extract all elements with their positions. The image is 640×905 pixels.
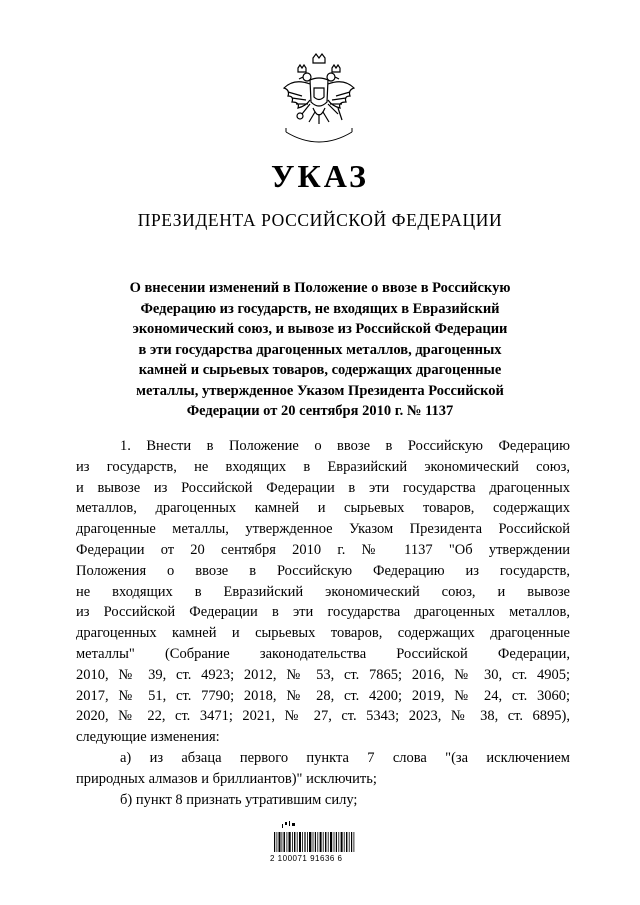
coat-of-arms-emblem bbox=[280, 52, 358, 148]
body-line: драгоценные металлы, утвержденное Указом Президента Российской bbox=[76, 521, 570, 538]
russian-coat-of-arms-icon bbox=[280, 52, 358, 148]
barcode-icon bbox=[268, 818, 368, 854]
heading-line: О внесении изменений в Положение о ввозе в Российскую bbox=[129, 280, 511, 296]
body-line: драгоценных камней и сырьевых товаров, содержащих драгоценные bbox=[76, 625, 570, 642]
heading-line: Федерацию из государств, не входящих в Евразийский bbox=[140, 300, 500, 317]
body-line: 2020, № 22, ст. 3471; 2021, № 27, ст. 5343; 2023, № 38, ст. 6895), bbox=[76, 708, 570, 725]
decree-body bbox=[76, 436, 570, 810]
heading-line: экономический союз, и вывозе из Российской Федерации bbox=[132, 321, 508, 337]
heading-line: камней и сырьевых товаров, содержащих драгоценные bbox=[138, 362, 502, 378]
body-line: природных алмазов и бриллиантов)" исключить; bbox=[76, 770, 377, 787]
body-line: Федерации от 20 сентября 2010 г. № 1137 "Об утверждении bbox=[76, 541, 570, 558]
heading-line: металлы, утвержденное Указом Президента Российской bbox=[136, 382, 504, 399]
body-line: и вывозе из Российской Федерации в эти государства драгоценных bbox=[76, 479, 570, 496]
body-line: а) из абзаца первого пункта 7 слова "(за исключением bbox=[120, 749, 570, 766]
body-line: металлы" (Собрание законодательства Российской Федерации, bbox=[76, 645, 570, 662]
paragraph-b bbox=[76, 790, 570, 811]
body-line: из Российской Федерации в эти государства драгоценных металлов, bbox=[76, 604, 570, 621]
decree-heading bbox=[100, 278, 540, 422]
heading-line: Федерации от 20 сентября 2010 г. № 1137 bbox=[186, 403, 454, 419]
body-line: из государств, не входящих в Евразийский экономический союз, bbox=[76, 458, 570, 475]
body-line: 2010, № 39, ст. 4923; 2012, № 53, ст. 7865; 2016, № 30, ст. 4905; bbox=[76, 666, 570, 683]
heading-line: в эти государства драгоценных металлов, драгоценных bbox=[138, 341, 502, 358]
barcode-number: 2 100071 91636 6 bbox=[270, 854, 343, 863]
body-line: 1. Внести в Положение о ввозе в Российскую Федерацию bbox=[120, 438, 570, 454]
body-line: 2017, № 51, ст. 7790; 2018, № 28, ст. 4200; 2019, № 24, ст. 3060; bbox=[76, 687, 570, 704]
paragraph-1 bbox=[76, 436, 570, 748]
decree-title: УКАЗ bbox=[271, 158, 369, 194]
paragraph-a bbox=[76, 748, 570, 790]
body-line: не входящих в Евразийский экономический союз, и вывозе bbox=[76, 583, 570, 600]
decree-subtitle: ПРЕЗИДЕНТА РОССИЙСКОЙ ФЕДЕРАЦИИ bbox=[137, 210, 503, 230]
body-line: б) пункт 8 признать утратившим силу; bbox=[120, 791, 358, 808]
body-line: следующие изменения: bbox=[76, 729, 220, 746]
body-line: Положения о ввозе в Российскую Федерацию из государств, bbox=[76, 562, 570, 579]
body-line: металлов, драгоценных камней и сырьевых товаров, содержащих bbox=[76, 500, 570, 517]
